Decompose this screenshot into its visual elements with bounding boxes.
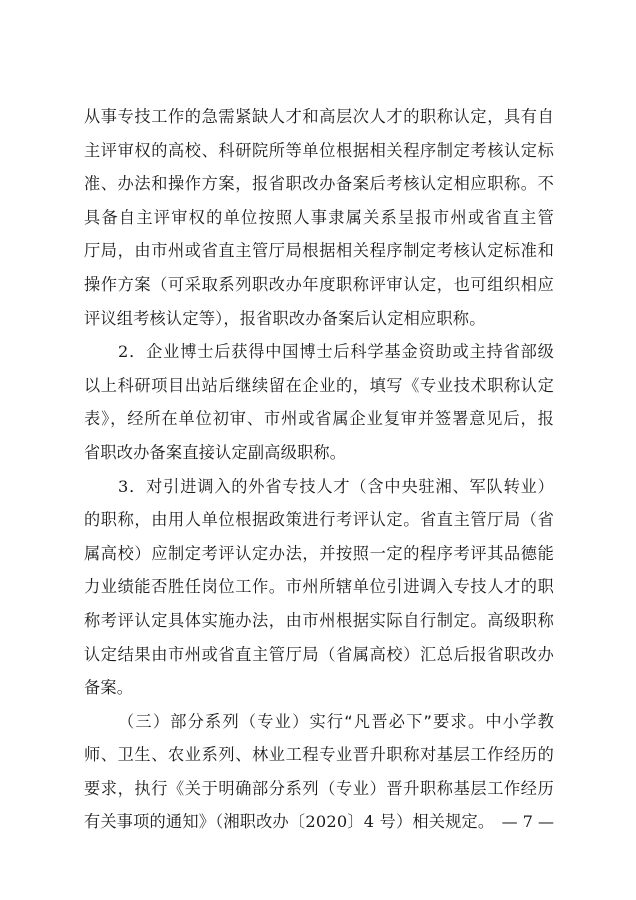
text-line: 操作方案（可采取系列职改办年度职称评审认定，也可组织相应 bbox=[84, 274, 554, 294]
paragraph-continuation bbox=[84, 100, 554, 335]
text-line: 认定结果由市州或省直主管厅局（省属高校）汇总后报省职改办 bbox=[84, 644, 554, 664]
text-line: 的职称，由用人单位根据政策进行考评认定。省直主管厅局（省 bbox=[84, 510, 554, 530]
document-body bbox=[84, 100, 554, 839]
text-line: 厅局，由市州或省直主管厅局根据相关程序制定考核认定标准和 bbox=[84, 241, 554, 261]
text-line: 属高校）应制定考评认定办法，并按照一定的程序考评其品德能 bbox=[84, 543, 554, 563]
text-line: 有关事项的通知》（湘职改办〔2020〕4 号）相关规定。 bbox=[84, 812, 495, 832]
paragraph-section-3 bbox=[84, 705, 554, 839]
text-line: 具备自主评审权的单位按照人事隶属关系呈报市州或省直主管 bbox=[84, 207, 554, 227]
text-line: 备案。 bbox=[84, 678, 134, 698]
text-line: 师、卫生、农业系列、林业工程专业晋升职称对基层工作经历的 bbox=[84, 745, 554, 765]
page-number: — 7 — bbox=[501, 812, 554, 831]
section-heading-line: （三）部分系列（专业）实行“凡晋必下”要求。中小学教 bbox=[118, 711, 554, 731]
paragraph-item-3 bbox=[84, 470, 554, 705]
text-line: 主评审权的高校、科研院所等单位根据相关程序制定考核认定标 bbox=[84, 140, 554, 160]
text-line: 从事专技工作的急需紧缺人才和高层次人才的职称认定，具有自 bbox=[84, 107, 554, 126]
paragraph-item-2 bbox=[84, 335, 554, 469]
text-line: 2．企业博士后获得中国博士后科学基金资助或主持省部级 bbox=[118, 342, 554, 362]
text-line: 以上科研项目出站后继续留在企业的，填写《专业技术职称认定 bbox=[84, 375, 554, 395]
text-line: 3．对引进调入的外省专技人才（含中央驻湘、军队转业） bbox=[118, 476, 554, 496]
text-line: 评议组考核认定等），报省职改办备案后认定相应职称。 bbox=[84, 308, 486, 328]
text-line: 省职改办备案直接认定副高级职称。 bbox=[84, 442, 347, 462]
text-line: 称考评认定具体实施办法，由市州根据实际自行制定。高级职称 bbox=[84, 610, 554, 630]
text-line: 准、办法和操作方案，报省职改办备案后考核认定相应职称。不 bbox=[84, 174, 554, 194]
text-line: 力业绩能否胜任岗位工作。市州所辖单位引进调入专技人才的职 bbox=[84, 577, 554, 597]
text-line: 表》，经所在单位初审、市州或省属企业复审并签署意见后，报 bbox=[84, 409, 554, 429]
text-line: 要求，执行《关于明确部分系列（专业）晋升职称基层工作经历 bbox=[84, 778, 554, 798]
